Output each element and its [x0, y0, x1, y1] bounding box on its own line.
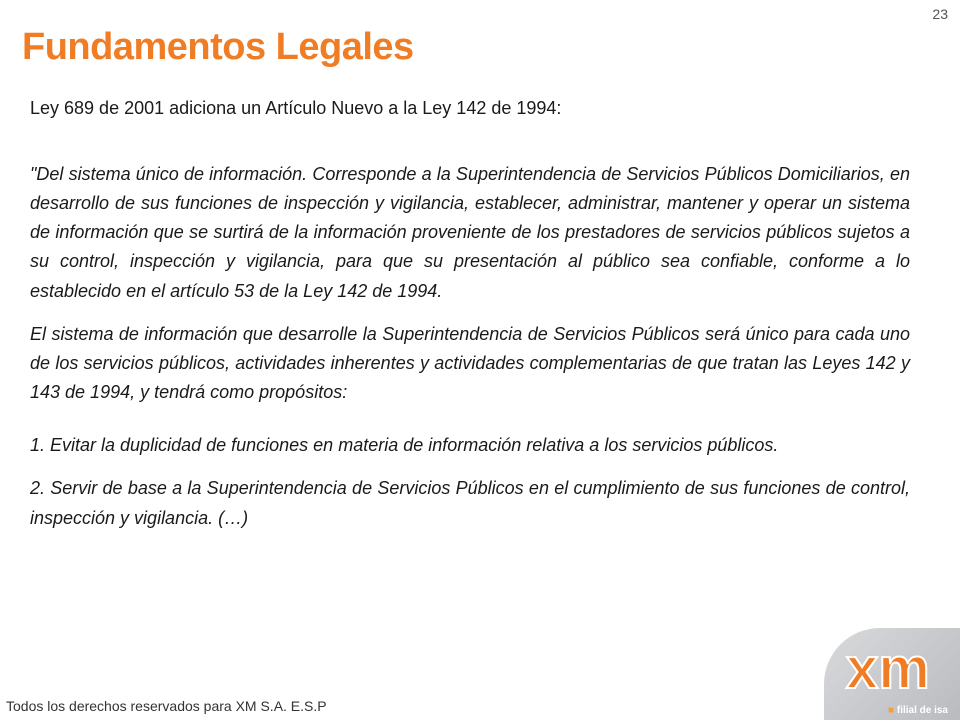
paragraph-3: 1. Evitar la duplicidad de funciones en materia de información relativa a los servicios públicos.	[30, 435, 779, 456]
paragraph-1: "Del sistema único de información. Corresponde a la Superintendencia de Servicios Públicos Domiciliarios, en desarrollo de sus funciones de inspección y vigilancia, establecer, administrar, mantener y operar un sistema de información que se surtirá de la información proveniente de los prestadores de servicios públicos sujetos a su control, inspección y vigilancia, para que su presentación al público sea confiable, conforme a lo establecido en el artículo 53 de la Ley 142 de 1994.	[30, 164, 910, 301]
page-number: 23	[932, 6, 948, 22]
xm-logo-text: xm	[846, 636, 930, 700]
tagline-text: filial de isa	[896, 705, 948, 716]
slide-title: Fundamentos Legales	[22, 26, 414, 68]
paragraph-2: El sistema de información que desarrolle la Superintendencia de Servicios Públicos será único para cada uno de los servicios públicos, actividades inherentes y actividades complementarias de que tratan las Leyes 142 y 143 de 1994, y tendrá como propósitos:	[30, 323, 910, 403]
footer-copyright: Todos los derechos reservados para XM S.A. E.S.P	[6, 698, 327, 714]
tagline-dot-icon: ■	[888, 705, 895, 716]
xm-logo-icon	[844, 636, 944, 700]
logo-panel	[824, 628, 960, 720]
logo-tagline	[888, 705, 948, 716]
paragraph-4: 2. Servir de base a la Superintendencia de Servicios Públicos en el cumplimiento de sus funciones de control, inspección y vigilancia. (…)	[30, 478, 910, 528]
legal-quote	[30, 160, 910, 547]
intro-text: Ley 689 de 2001 adiciona un Artículo Nuevo a la Ley 142 de 1994:	[30, 98, 562, 118]
